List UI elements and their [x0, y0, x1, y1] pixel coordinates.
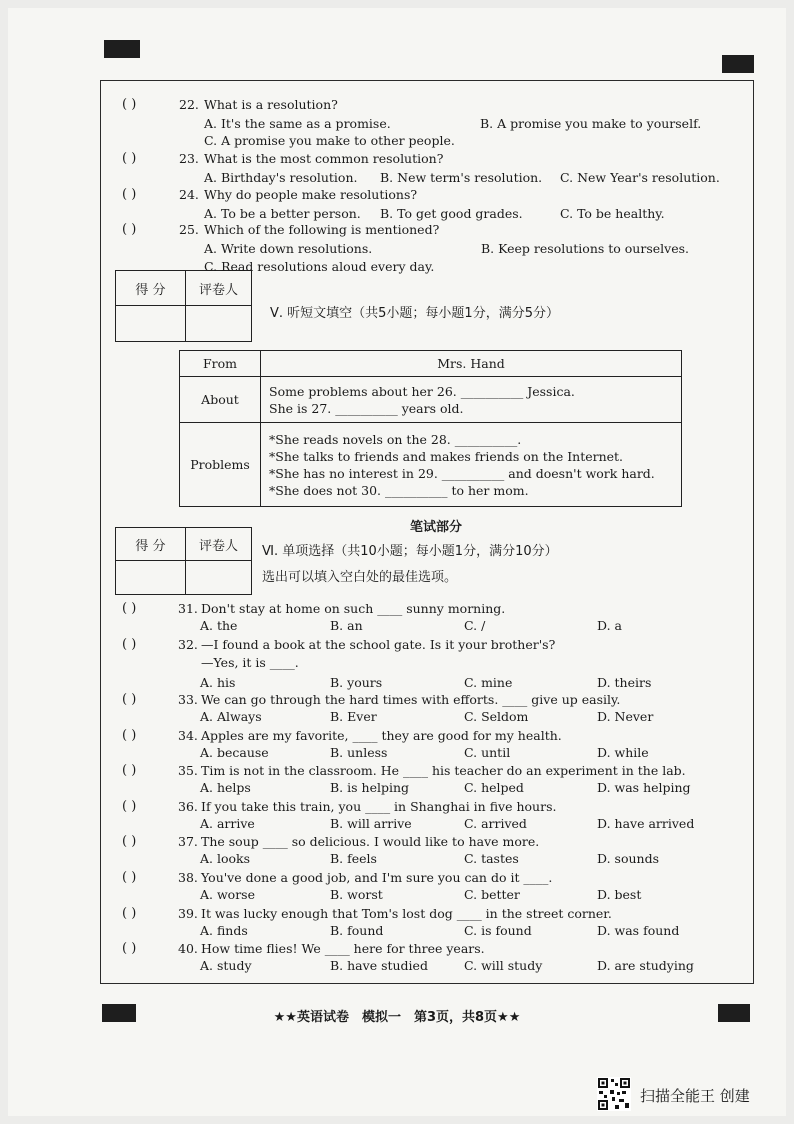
option: C. mine	[464, 675, 513, 690]
question-text: —I found a book at the school gate. Is it your brother's?	[201, 637, 556, 652]
option: B. found	[330, 923, 384, 938]
question-text: 34.	[178, 728, 198, 743]
option: A. arrive	[200, 816, 255, 831]
question-text: 25.	[179, 222, 199, 237]
page-footer: ★★英语试卷 模拟一 第3页，共8页★★	[273, 1010, 521, 1025]
answer-parentheses: ( )	[122, 151, 137, 166]
question-text: 35.	[178, 763, 198, 778]
question-text: It was lucky enough that Tom's lost dog ____ in the street corner.	[201, 906, 612, 921]
option: C. is found	[464, 923, 532, 938]
option: B. To get good grades.	[380, 206, 523, 221]
option: D. have arrived	[597, 816, 695, 831]
question-text: 38.	[178, 870, 198, 885]
option: C. A promise you make to other people.	[204, 133, 455, 148]
problems-cell	[261, 423, 682, 507]
option: A. because	[200, 745, 269, 760]
option: A. Write down resolutions.	[204, 241, 373, 256]
option: C. Read resolutions aloud every day.	[204, 259, 435, 274]
option: D. a	[597, 618, 622, 633]
about-label: About	[180, 377, 261, 423]
option: D. while	[597, 745, 649, 760]
answer-parentheses: ( )	[122, 763, 137, 778]
about-line: Some problems about her 26. __________ Jessica.	[269, 383, 575, 399]
option: D. was helping	[597, 780, 691, 795]
answer-parentheses: ( )	[122, 222, 137, 237]
answer-parentheses: ( )	[122, 692, 137, 707]
option: B. will arrive	[330, 816, 412, 831]
option: B. A promise you make to yourself.	[480, 116, 702, 131]
score-label: 得 分	[116, 271, 186, 306]
grader-label: 评卷人	[186, 528, 251, 561]
section-6-title: Ⅵ. 单项选择（共10小题；每小题1分，满分10分）	[262, 544, 558, 559]
option: B. unless	[330, 745, 388, 760]
from-label: From	[180, 351, 261, 377]
option: A. the	[200, 618, 238, 633]
answer-parentheses: ( )	[122, 728, 137, 743]
question-text: 39.	[178, 906, 198, 921]
option: A. Birthday's resolution.	[204, 170, 358, 185]
option: B. Keep resolutions to ourselves.	[481, 241, 689, 256]
answer-parentheses: ( )	[122, 941, 137, 956]
grade-box	[115, 527, 252, 595]
option: B. New term's resolution.	[380, 170, 543, 185]
question-text: Tim is not in the classroom. He ____ his teacher do an experiment in the lab.	[201, 763, 686, 778]
question-text: You've done a good job, and I'm sure you can do it ____.	[201, 870, 553, 885]
option: C. tastes	[464, 851, 519, 866]
about-line: She is 27. __________ years old.	[269, 400, 464, 416]
question-text: 31.	[178, 601, 198, 616]
option: A. study	[200, 958, 252, 973]
question-text: Apples are my favorite, ____ they are good for my health.	[201, 728, 562, 743]
option: D. theirs	[597, 675, 652, 690]
option: A. finds	[200, 923, 248, 938]
option: B. is helping	[330, 780, 410, 795]
scanner-watermark: 扫描全能王 创建	[640, 1087, 750, 1105]
answer-parentheses: ( )	[122, 870, 137, 885]
option: D. was found	[597, 923, 680, 938]
problems-label: Problems	[180, 423, 261, 507]
question-text: 23.	[179, 151, 199, 166]
answer-parentheses: ( )	[122, 834, 137, 849]
answer-parentheses: ( )	[122, 97, 137, 112]
option: C. helped	[464, 780, 524, 795]
question-text: What is a resolution?	[204, 97, 338, 112]
score-cell	[116, 306, 186, 341]
option: A. Always	[200, 709, 262, 724]
question-text: Don't stay at home on such ____ sunny morning.	[201, 601, 506, 616]
option: C. will study	[464, 958, 543, 973]
option: C. /	[464, 618, 486, 633]
option: D. best	[597, 887, 642, 902]
option: B. an	[330, 618, 363, 633]
listening-fill-table	[179, 350, 682, 507]
question-text: We can go through the hard times with efforts. ____ give up easily.	[201, 692, 621, 707]
problem-line: *She reads novels on the 28. __________.	[269, 431, 522, 447]
score-cell	[116, 561, 186, 594]
option: C. Seldom	[464, 709, 529, 724]
option: B. worst	[330, 887, 383, 902]
option: B. have studied	[330, 958, 428, 973]
question-text: 22.	[179, 97, 199, 112]
registration-mark-top-left	[104, 40, 140, 58]
answer-parentheses: ( )	[122, 187, 137, 202]
grader-label: 评卷人	[186, 271, 251, 306]
answer-parentheses: ( )	[122, 601, 137, 616]
question-text: 24.	[179, 187, 199, 202]
grader-cell	[186, 561, 251, 594]
section-5-title: Ⅴ. 听短文填空（共5小题；每小题1分，满分5分）	[270, 306, 559, 321]
option: B. yours	[330, 675, 383, 690]
section-6-instruction: 选出可以填入空白处的最佳选项。	[262, 570, 458, 585]
option: D. are studying	[597, 958, 694, 973]
answer-parentheses: ( )	[122, 906, 137, 921]
option: C. arrived	[464, 816, 527, 831]
option: D. Never	[597, 709, 654, 724]
option: B. Ever	[330, 709, 377, 724]
question-text: How time flies! We ____ here for three years.	[201, 941, 485, 956]
question-text: Which of the following is mentioned?	[204, 222, 440, 237]
question-text: What is the most common resolution?	[204, 151, 444, 166]
question-text: If you take this train, you ____ in Shanghai in five hours.	[201, 799, 557, 814]
grade-box	[115, 270, 252, 342]
option: C. To be healthy.	[560, 206, 665, 221]
question-text: 32.	[178, 637, 198, 652]
option: A. To be a better person.	[204, 206, 361, 221]
option: C. better	[464, 887, 520, 902]
question-text: 33.	[178, 692, 198, 707]
option: A. helps	[200, 780, 251, 795]
option: D. sounds	[597, 851, 659, 866]
problem-line: *She does not 30. __________ to her mom.	[269, 482, 529, 498]
answer-parentheses: ( )	[122, 799, 137, 814]
problem-line: *She has no interest in 29. __________ and doesn't work hard.	[269, 465, 655, 481]
about-cell	[261, 377, 682, 423]
answer-parentheses: ( )	[122, 637, 137, 652]
option: A. looks	[200, 851, 251, 866]
question-text: 37.	[178, 834, 198, 849]
option: A. It's the same as a promise.	[204, 116, 391, 131]
problem-line: *She talks to friends and makes friends on the Internet.	[269, 448, 624, 464]
qr-code-icon	[597, 1077, 631, 1111]
question-text: 36.	[178, 799, 198, 814]
grader-cell	[186, 306, 251, 341]
question-text: —Yes, it is ____.	[201, 655, 299, 670]
option: C. until	[464, 745, 511, 760]
registration-mark-top-right	[722, 55, 754, 73]
score-label: 得 分	[116, 528, 186, 561]
from-value: Mrs. Hand	[261, 351, 682, 377]
question-text: 40.	[178, 941, 198, 956]
question-text: Why do people make resolutions?	[204, 187, 418, 202]
option: B. feels	[330, 851, 377, 866]
option: C. New Year's resolution.	[560, 170, 720, 185]
written-part-heading: 笔试部分	[410, 520, 463, 535]
question-text: The soup ____ so delicious. I would like to have more.	[201, 834, 540, 849]
option: A. worse	[200, 887, 255, 902]
option: A. his	[200, 675, 236, 690]
